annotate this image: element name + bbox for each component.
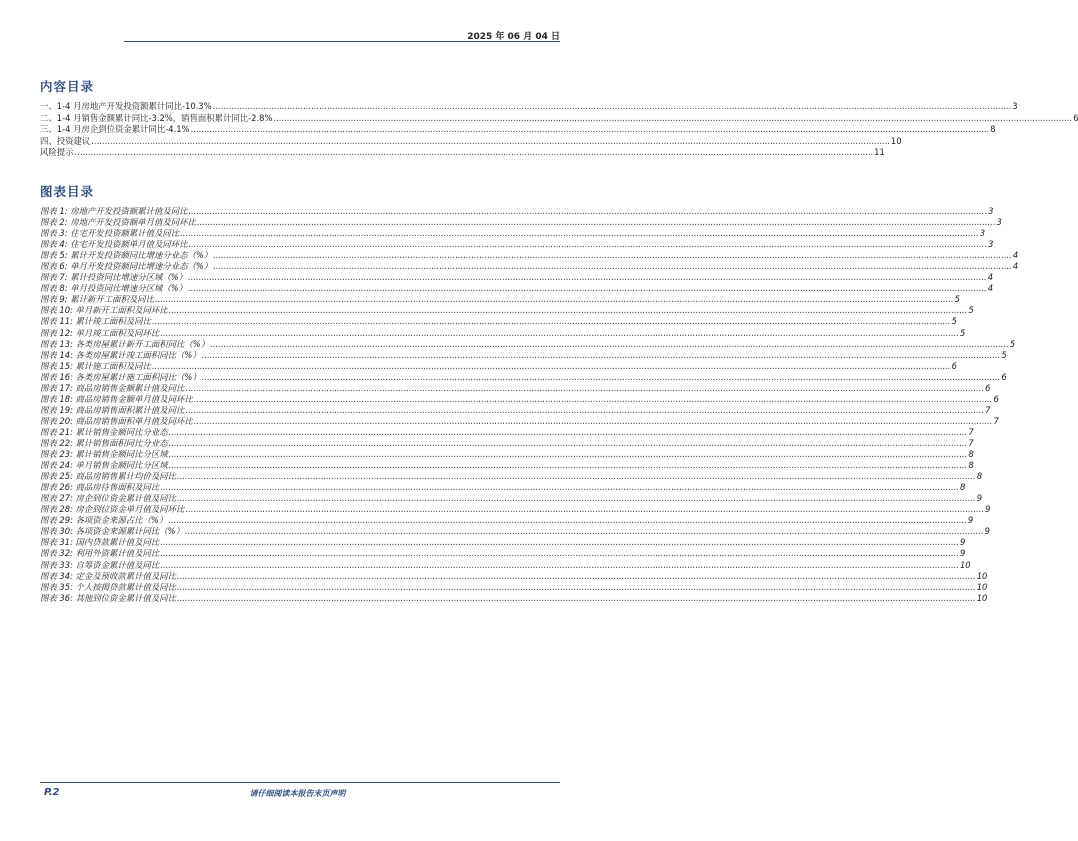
toc-entry[interactable] <box>40 135 902 148</box>
chart-entry[interactable] <box>40 327 966 339</box>
chart-entry-label: 图表 9: 累计新开工面积及同比 <box>40 294 154 305</box>
chart-entry-page: 9 <box>959 548 966 559</box>
dot-leader: ............................................................................................................................................................................................................................................................................................................ <box>193 415 993 426</box>
chart-entry-page: 5 <box>1009 338 1016 349</box>
chart-entry-page: 8 <box>968 449 974 460</box>
chart-entry-label: 图表 30: 各项资金来源累计同比（%） <box>40 526 185 537</box>
chart-entry-label: 图表 1: 房地产开发投资额累计值及同比 <box>40 206 188 216</box>
dot-leader: ............................................................................................................................................................................................................................................................................................................ <box>160 548 959 559</box>
dot-leader: ............................................................................................................................................................................................................................................................................................................ <box>160 327 959 338</box>
chart-entry-page: 6 <box>1001 371 1007 382</box>
chart-entry[interactable] <box>40 449 974 460</box>
chart-entry[interactable] <box>40 437 974 449</box>
chart-entry[interactable] <box>40 592 988 604</box>
chart-entry[interactable] <box>40 581 988 593</box>
chart-entry[interactable] <box>40 316 957 327</box>
dot-leader: ............................................................................................................................................................................................................................................................................................................ <box>273 112 1073 123</box>
chart-entry-label: 图表 18: 商品房销售金额单月值及同环比 <box>40 393 193 404</box>
chart-entry-page: 4 <box>987 283 994 294</box>
chart-entry-label: 图表 36: 其他到位资金累计值及同比 <box>40 592 177 603</box>
chart-entry[interactable] <box>40 272 994 283</box>
chart-entry-page: 3 <box>988 239 994 250</box>
chart-entry-label: 图表 13: 各类房屋累计新开工面积同比（%） <box>40 338 210 349</box>
report-date: 2025 年 06 月 04 日 <box>467 32 560 42</box>
chart-entry[interactable] <box>40 504 991 515</box>
chart-entry[interactable] <box>40 537 966 548</box>
chart-entry-label: 图表 10: 单月新开工面积及同环比 <box>40 305 168 316</box>
chart-entry-label: 图表 26: 商品房待售面积及同比 <box>40 482 160 493</box>
chart-entry-page: 10 <box>976 570 988 581</box>
chart-entry-page: 9 <box>967 515 974 526</box>
chart-entry-page: 7 <box>968 426 974 437</box>
chart-entry[interactable] <box>40 570 988 582</box>
dot-leader: ............................................................................................................................................................................................................................................................................................................ <box>212 101 1012 111</box>
dot-leader: ............................................................................................................................................................................................................................................................................................................ <box>168 437 968 448</box>
toc-entry-page: 6 <box>1073 112 1078 123</box>
dot-leader: ............................................................................................................................................................................................................................................................................................................ <box>177 493 976 504</box>
chart-entry[interactable] <box>40 250 1019 261</box>
chart-entry-page: 3 <box>988 206 994 216</box>
chart-entry-page: 4 <box>1012 261 1019 272</box>
dot-leader: ............................................................................................................................................................................................................................................................................................................ <box>196 217 996 228</box>
chart-entry-label: 图表 20: 商品房销售面积单月值及同环比 <box>40 415 193 426</box>
dot-leader: ............................................................................................................................................................................................................................................................................................................ <box>177 592 976 603</box>
chart-entry-label: 图表 11: 累计竣工面积及同比 <box>40 316 151 327</box>
chart-entry[interactable] <box>40 382 991 394</box>
dot-leader: ............................................................................................................................................................................................................................................................................................................ <box>91 135 890 146</box>
chart-entry-label: 图表 31: 国内贷款累计值及同比 <box>40 537 160 548</box>
chart-entry-page: 6 <box>985 382 991 393</box>
page-number: P.2 <box>44 787 60 798</box>
header-divider <box>124 41 560 42</box>
charts-list <box>40 206 1019 604</box>
chart-entry-label: 图表 6: 单月开发投资额同比增速分业态（%） <box>40 261 213 272</box>
chart-entry[interactable] <box>40 415 999 427</box>
dot-leader: ............................................................................................................................................................................................................................................................................................................ <box>160 537 959 548</box>
dot-leader: ............................................................................................................................................................................................................................................................................................................ <box>201 349 1001 360</box>
chart-entry[interactable] <box>40 228 986 239</box>
chart-entry-page: 5 <box>968 305 974 316</box>
chart-entry-page: 9 <box>959 537 966 548</box>
chart-entry-page: 5 <box>959 327 966 338</box>
chart-entry-label: 图表 17: 商品房销售金额累计值及同比 <box>40 382 185 393</box>
chart-entry[interactable] <box>40 482 966 493</box>
chart-entry[interactable] <box>40 559 971 571</box>
toc-entry-page: 10 <box>890 135 902 146</box>
chart-entry-label: 图表 29: 各项资金来源占比（%） <box>40 515 168 526</box>
dot-leader: ............................................................................................................................................................................................................................................................................................................ <box>180 228 979 239</box>
chart-entry-page: 3 <box>979 228 986 239</box>
dot-leader: ............................................................................................................................................................................................................................................................................................................ <box>177 581 976 592</box>
chart-entry-page: 9 <box>985 504 991 515</box>
chart-entry-page: 7 <box>968 437 974 448</box>
chart-entry-label: 图表 12: 单月竣工面积及同环比 <box>40 327 160 338</box>
chart-entry[interactable] <box>40 206 994 217</box>
dot-leader: ............................................................................................................................................................................................................................................................................................................ <box>151 316 951 327</box>
chart-entry-page: 10 <box>959 559 971 570</box>
chart-entry-label: 图表 19: 商品房销售面积累计值及同比 <box>40 404 185 415</box>
chart-entry-page: 3 <box>996 217 1002 228</box>
chart-entry-label: 图表 3: 住宅开发投资额累计值及同比 <box>40 228 180 239</box>
dot-leader: ............................................................................................................................................................................................................................................................................................................ <box>213 261 1012 272</box>
chart-entry-page: 5 <box>951 316 957 327</box>
toc-entry-label: 二、1-4 月销售金额累计同比-3.2%，销售面积累计同比-2.8% <box>40 112 273 123</box>
chart-entry-page: 8 <box>968 460 974 471</box>
dot-leader: ............................................................................................................................................................................................................................................................................................................ <box>168 460 968 471</box>
disclaimer-note: 请仔细阅读本报告末页声明 <box>249 789 346 798</box>
toc-entry-page: 3 <box>1012 101 1018 111</box>
toc-entry[interactable] <box>40 147 885 159</box>
chart-entry-label: 图表 32: 利用外资累计值及同比 <box>40 548 160 559</box>
dot-leader: ............................................................................................................................................................................................................................................................................................................ <box>201 371 1001 382</box>
dot-leader: ............................................................................................................................................................................................................................................................................................................ <box>74 147 874 158</box>
chart-entry[interactable] <box>40 305 974 316</box>
chart-entry[interactable] <box>40 349 1007 361</box>
dot-leader: ............................................................................................................................................................................................................................................................................................................ <box>151 360 951 371</box>
chart-entry[interactable] <box>40 371 1007 383</box>
dot-leader: ............................................................................................................................................................................................................................................................................................................ <box>185 404 985 415</box>
dot-leader: ............................................................................................................................................................................................................................................................................................................ <box>168 305 968 316</box>
toc-entry-label: 一、1-4 月房地产开发投资额累计同比-10.3% <box>40 101 212 111</box>
dot-leader: ............................................................................................................................................................................................................................................................................................................ <box>185 526 984 537</box>
chart-entry[interactable] <box>40 460 974 471</box>
chart-entry[interactable] <box>40 404 991 416</box>
chart-entry-page: 10 <box>976 581 988 592</box>
chart-entry[interactable] <box>40 294 960 305</box>
dot-leader: ............................................................................................................................................................................................................................................................................................................ <box>168 449 968 460</box>
chart-entry-page: 4 <box>1012 250 1019 261</box>
toc-entry-label: 风险提示 <box>40 147 74 158</box>
dot-leader: ............................................................................................................................................................................................................................................................................................................ <box>177 570 976 581</box>
toc-entry-label: 四、投资建议 <box>40 135 91 146</box>
chart-entry[interactable] <box>40 283 994 294</box>
chart-entry-page: 6 <box>951 360 957 371</box>
chart-entry[interactable] <box>40 426 974 438</box>
toc-title: 内容目录 <box>40 79 95 94</box>
toc-entry[interactable] <box>40 124 996 136</box>
chart-entry-page: 7 <box>993 415 999 426</box>
toc-entry-page: 11 <box>874 147 885 158</box>
chart-entry-page: 4 <box>987 272 994 283</box>
dot-leader: ............................................................................................................................................................................................................................................................................................................ <box>193 393 993 404</box>
dot-leader: ............................................................................................................................................................................................................................................................................................................ <box>185 382 985 393</box>
dot-leader: ............................................................................................................................................................................................................................................................................................................ <box>210 338 1009 349</box>
toc-list <box>40 101 1078 159</box>
chart-entry[interactable] <box>40 548 966 559</box>
chart-entry[interactable] <box>40 338 1016 350</box>
chart-entry-page: 9 <box>976 493 983 504</box>
footer-divider <box>40 782 560 783</box>
chart-entry[interactable] <box>40 239 994 250</box>
chart-entry-label: 图表 33: 自筹资金累计值及同比 <box>40 559 160 570</box>
chart-entry[interactable] <box>40 493 983 504</box>
dot-leader: ............................................................................................................................................................................................................................................................................................................ <box>168 426 968 437</box>
chart-entry-page: 6 <box>993 393 999 404</box>
chart-entry-label: 图表 4: 住宅开发投资额单月值及同环比 <box>40 239 188 250</box>
dot-leader: ............................................................................................................................................................................................................................................................................................................ <box>213 250 1012 261</box>
chart-entry-label: 图表 8: 单月投资同比增速分区域（%） <box>40 283 188 294</box>
chart-entry-page: 8 <box>959 482 966 493</box>
chart-entry-page: 10 <box>976 592 988 603</box>
toc-entry-page: 8 <box>990 124 996 135</box>
toc-entry[interactable] <box>40 112 1078 125</box>
chart-entry[interactable] <box>40 515 974 526</box>
chart-entry-label: 图表 24: 单月销售金额同比分区域 <box>40 460 168 471</box>
chart-entry[interactable] <box>40 526 991 537</box>
dot-leader: ............................................................................................................................................................................................................................................................................................................ <box>188 283 987 294</box>
dot-leader: ............................................................................................................................................................................................................................................................................................................ <box>160 559 959 570</box>
chart-entry-page: 7 <box>985 404 991 415</box>
chart-entry-page: 5 <box>1001 349 1007 360</box>
chart-entry-label: 图表 14: 各类房屋累计竣工面积同比（%） <box>40 349 201 360</box>
chart-entry[interactable] <box>40 360 957 372</box>
chart-entry-label: 图表 2: 房地产开发投资额单月值及同环比 <box>40 217 196 228</box>
toc-entry-label: 三、1-4 月房企到位资金累计同比-4.1% <box>40 124 190 135</box>
chart-entry-label: 图表 35: 个人按揭贷款累计值及同比 <box>40 581 177 592</box>
toc-entry[interactable] <box>40 101 1018 113</box>
chart-entry-label: 图表 22: 累计销售面积同比分业态 <box>40 437 168 448</box>
dot-leader: ............................................................................................................................................................................................................................................................................................................ <box>160 482 959 493</box>
dot-leader: ............................................................................................................................................................................................................................................................................................................ <box>185 504 985 515</box>
chart-entry[interactable] <box>40 261 1019 272</box>
chart-entry-label: 图表 34: 定金及预收款累计值及同比 <box>40 570 177 581</box>
dot-leader: ............................................................................................................................................................................................................................................................................................................ <box>190 124 990 135</box>
dot-leader: ............................................................................................................................................................................................................................................................................................................ <box>168 515 967 526</box>
chart-entry[interactable] <box>40 217 1002 228</box>
dot-leader: ............................................................................................................................................................................................................................................................................................................ <box>188 239 988 250</box>
chart-entry-label: 图表 27: 房企到位资金累计值及同比 <box>40 493 177 504</box>
chart-entry[interactable] <box>40 393 999 405</box>
chart-entry-page: 5 <box>954 294 960 305</box>
chart-entry-label: 图表 21: 累计销售金额同比分业态 <box>40 426 168 437</box>
chart-entry-page: 8 <box>976 471 983 482</box>
chart-entry-label: 图表 23: 累计销售金额同比分区域 <box>40 449 168 460</box>
charts-title: 图表目录 <box>40 184 95 199</box>
chart-entry-label: 图表 7: 累计投资同比增速分区域（%） <box>40 272 188 283</box>
chart-entry-label: 图表 15: 累计施工面积及同比 <box>40 360 151 371</box>
dot-leader: ............................................................................................................................................................................................................................................................................................................ <box>188 272 987 283</box>
chart-entry-label: 图表 28: 房企到位资金单月值及同环比 <box>40 504 185 515</box>
chart-entry-page: 9 <box>984 526 991 537</box>
chart-entry[interactable] <box>40 471 983 482</box>
chart-entry-label: 图表 25: 商品房销售累计均价及同比 <box>40 471 177 482</box>
dot-leader: ............................................................................................................................................................................................................................................................................................................ <box>177 471 976 482</box>
chart-entry-label: 图表 5: 累计开发投资额同比增速分业态（%） <box>40 250 213 261</box>
dot-leader: ............................................................................................................................................................................................................................................................................................................ <box>154 294 954 305</box>
dot-leader: ............................................................................................................................................................................................................................................................................................................ <box>188 206 988 216</box>
chart-entry-label: 图表 16: 各类房屋累计施工面积同比（%） <box>40 371 201 382</box>
